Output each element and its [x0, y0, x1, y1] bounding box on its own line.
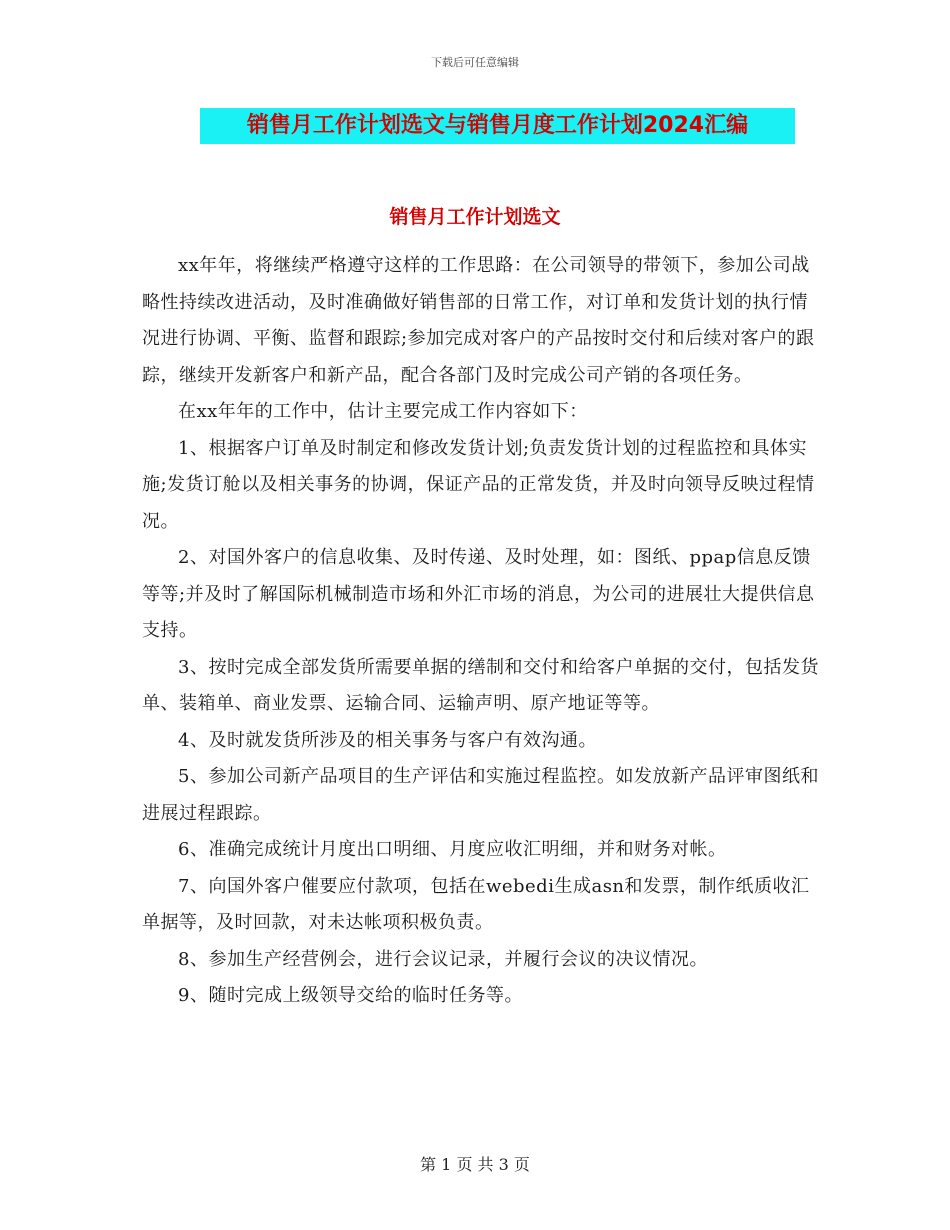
list-item-5: 5、参加公司新产品项目的生产评估和实施过程监控。如发放新产品评审图纸和进展过程跟踪。	[142, 766, 819, 824]
document-title: 销售月工作计划选文与销售月度工作计划2024汇编	[200, 108, 795, 144]
list-item-9: 9、随时完成上级领导交给的临时任务等。	[178, 985, 523, 1006]
list-item-8: 8、参加生产经营例会，进行会议记录，并履行会议的决议情况。	[178, 948, 708, 970]
paragraph-intro: xx年年，将继续严格遵守这样的工作思路：在公司领导的带领下，参加公司战略性持续改进活动，及时准确做好销售部的日常工作，对订单和发货计划的执行情况进行协调、平衡、监督和跟踪;参加完成对客户的产品按时交付和后续对客户的跟踪，继续开发新客户和新产品，配合各部门及时完成公司产销的各项任务。	[142, 255, 815, 386]
paragraph-lead: 在xx年年的工作中，估计主要完成工作内容如下：	[178, 401, 588, 422]
list-item-7: 7、向国外客户催要应付款项，包括在webedi生成asn和发票，制作纸质收汇单据等，及时回款，对未达帐项积极负责。	[142, 875, 810, 933]
list-item-6: 6、准确完成统计月度出口明细、月度应收汇明细，并和财务对帐。	[178, 839, 727, 860]
document-body	[142, 248, 822, 1015]
page-number: 第 1 页 共 3 页	[420, 1155, 530, 1174]
section-title: 销售月工作计划选文	[389, 206, 561, 228]
list-item-2: 2、对国外客户的信息收集、及时传递、及时处理，如：图纸、ppap信息反馈等等;并及时了解国际机械制造市场和外汇市场的消息，为公司的进展壮大提供信息支持。	[142, 547, 815, 641]
header-note: 下载后可任意编辑	[431, 56, 519, 69]
list-item-3: 3、按时完成全部发货所需要单据的缮制和交付和给客户单据的交付，包括发货单、装箱单、商业发票、运输合同、运输声明、原产地证等等。	[142, 656, 819, 714]
list-item-4: 4、及时就发货所涉及的相关事务与客户有效沟通。	[178, 729, 597, 751]
list-item-1: 1、根据客户订单及时制定和修改发货计划;负责发货计划的过程监控和具体实施;发货订舱以及相关事务的协调，保证产品的正常发货，并及时向领导反映过程情况。	[142, 437, 815, 532]
